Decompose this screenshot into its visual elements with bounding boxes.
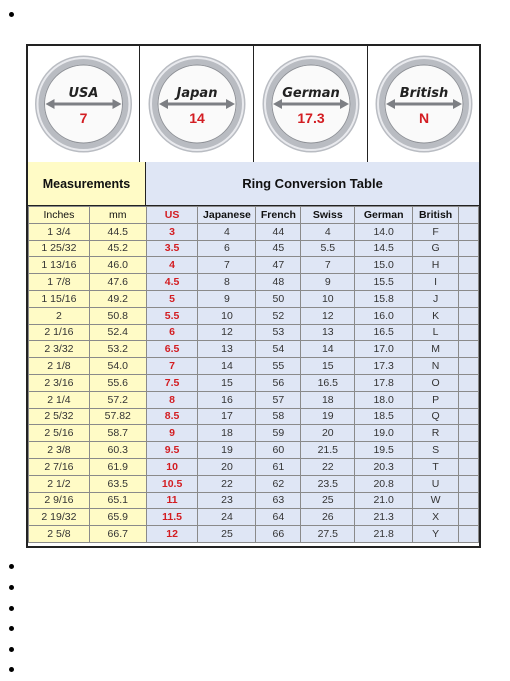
table-edge-cell <box>459 358 479 375</box>
table-cell: 9 <box>146 425 198 442</box>
table-cell: 49.2 <box>89 290 146 307</box>
table-cell: 4 <box>198 223 256 240</box>
table-cell: 4.5 <box>146 274 198 291</box>
table-cell: K <box>413 307 459 324</box>
ring-country-label: Japan <box>176 86 218 101</box>
table-row <box>29 307 479 324</box>
table-row <box>29 442 479 459</box>
column-header-japanese: Japanese <box>198 207 256 224</box>
table-cell: 2 3/16 <box>29 374 90 391</box>
table-cell: 7 <box>198 257 256 274</box>
table-cell: 16 <box>198 391 256 408</box>
table-cell: 27.5 <box>301 526 355 543</box>
table-cell: 20 <box>301 425 355 442</box>
table-cell: 2 7/16 <box>29 458 90 475</box>
table-cell: 20.3 <box>355 458 413 475</box>
column-header-mm: mm <box>89 207 146 224</box>
table-cell: 8 <box>198 274 256 291</box>
table-cell: 2 1/16 <box>29 324 90 341</box>
table-cell: 9.5 <box>146 442 198 459</box>
table-cell: O <box>413 374 459 391</box>
table-cell: 15 <box>198 374 256 391</box>
list-bullet <box>9 647 14 652</box>
table-cell: 50.8 <box>89 307 146 324</box>
list-bullet <box>9 585 14 590</box>
column-header-french: French <box>256 207 301 224</box>
table-cell: 2 19/32 <box>29 509 90 526</box>
table-cell: 9 <box>301 274 355 291</box>
table-cell: 48 <box>256 274 301 291</box>
table-edge-cell <box>459 458 479 475</box>
list-bullet <box>9 12 14 17</box>
table-edge-cell <box>459 391 479 408</box>
table-cell: 10 <box>198 307 256 324</box>
table-cell: 3 <box>146 223 198 240</box>
table-cell: 19 <box>301 408 355 425</box>
table-cell: 2 5/32 <box>29 408 90 425</box>
table-header-row <box>29 207 479 224</box>
table-cell: 55.6 <box>89 374 146 391</box>
table-cell: 18 <box>301 391 355 408</box>
column-header-swiss: Swiss <box>301 207 355 224</box>
table-edge-cell <box>459 475 479 492</box>
table-cell: 47.6 <box>89 274 146 291</box>
table-edge-cell <box>459 223 479 240</box>
table-edge-cell <box>459 425 479 442</box>
ring-usa <box>28 46 139 162</box>
table-cell: 60.3 <box>89 442 146 459</box>
list-bullet <box>9 606 14 611</box>
table-cell: 44 <box>256 223 301 240</box>
table-cell: 15.5 <box>355 274 413 291</box>
table-cell: 21.0 <box>355 492 413 509</box>
ring-illustration-row <box>28 46 479 164</box>
table-cell: 62 <box>256 475 301 492</box>
table-cell: 13 <box>301 324 355 341</box>
table-title: Ring Conversion Table <box>146 162 479 206</box>
table-edge-cell <box>459 324 479 341</box>
table-cell: 58 <box>256 408 301 425</box>
table-cell: I <box>413 274 459 291</box>
table-cell: 2 3/32 <box>29 341 90 358</box>
table-cell: 2 9/16 <box>29 492 90 509</box>
table-cell: 6 <box>198 240 256 257</box>
table-cell: 22 <box>301 458 355 475</box>
table-cell: 64 <box>256 509 301 526</box>
table-row <box>29 526 479 543</box>
table-row <box>29 341 479 358</box>
table-row <box>29 290 479 307</box>
table-cell: 54.0 <box>89 358 146 375</box>
table-cell: 15 <box>301 358 355 375</box>
table-cell: 1 7/8 <box>29 274 90 291</box>
table-cell: 55 <box>256 358 301 375</box>
column-header-us: US <box>146 207 198 224</box>
table-cell: 17 <box>198 408 256 425</box>
table-edge-cell <box>459 408 479 425</box>
table-row <box>29 274 479 291</box>
table-edge-cell <box>459 290 479 307</box>
table-cell: 15.8 <box>355 290 413 307</box>
table-cell: 66 <box>256 526 301 543</box>
table-cell: 21.3 <box>355 509 413 526</box>
table-cell: 5 <box>146 290 198 307</box>
table-edge-cell <box>459 207 479 224</box>
table-cell: G <box>413 240 459 257</box>
table-cell: 14.5 <box>355 240 413 257</box>
table-cell: 19 <box>198 442 256 459</box>
table-cell: 14 <box>198 358 256 375</box>
conversion-table <box>28 206 479 543</box>
table-cell: 20 <box>198 458 256 475</box>
table-cell: 56 <box>256 374 301 391</box>
list-bullet <box>9 626 14 631</box>
ring-size-value: 14 <box>189 110 205 126</box>
table-cell: 15.0 <box>355 257 413 274</box>
table-cell: P <box>413 391 459 408</box>
table-cell: 25 <box>198 526 256 543</box>
table-row <box>29 358 479 375</box>
table-cell: 6.5 <box>146 341 198 358</box>
table-row <box>29 374 479 391</box>
table-edge-cell <box>459 257 479 274</box>
table-cell: 17.0 <box>355 341 413 358</box>
table-cell: 63.5 <box>89 475 146 492</box>
table-cell: 26 <box>301 509 355 526</box>
table-cell: 46.0 <box>89 257 146 274</box>
table-cell: 5.5 <box>301 240 355 257</box>
table-row <box>29 408 479 425</box>
table-cell: 21.8 <box>355 526 413 543</box>
table-edge-cell <box>459 442 479 459</box>
table-cell: 12 <box>301 307 355 324</box>
table-cell: 20.8 <box>355 475 413 492</box>
table-edge-cell <box>459 509 479 526</box>
table-edge-cell <box>459 307 479 324</box>
table-row <box>29 240 479 257</box>
table-row <box>29 492 479 509</box>
measurements-header: Measurements <box>28 162 146 206</box>
table-cell: R <box>413 425 459 442</box>
ring-german <box>253 46 368 162</box>
table-cell: 2 1/2 <box>29 475 90 492</box>
table-cell: 2 1/4 <box>29 391 90 408</box>
table-cell: 59 <box>256 425 301 442</box>
ring-japan <box>139 46 254 162</box>
list-bullet <box>9 667 14 672</box>
table-cell: 61 <box>256 458 301 475</box>
table-cell: 1 25/32 <box>29 240 90 257</box>
ring-size-value: 17.3 <box>297 110 325 126</box>
table-cell: 2 5/8 <box>29 526 90 543</box>
table-cell: 11.5 <box>146 509 198 526</box>
table-cell: 11 <box>146 492 198 509</box>
table-cell: 22 <box>198 475 256 492</box>
table-cell: 60 <box>256 442 301 459</box>
table-cell: 2 5/16 <box>29 425 90 442</box>
table-cell: 12 <box>146 526 198 543</box>
column-header-german: German <box>355 207 413 224</box>
table-cell: 65.9 <box>89 509 146 526</box>
table-cell: 8.5 <box>146 408 198 425</box>
table-cell: 16.5 <box>301 374 355 391</box>
table-cell: 19.0 <box>355 425 413 442</box>
table-cell: 13 <box>198 341 256 358</box>
table-cell: 17.8 <box>355 374 413 391</box>
table-cell: 4 <box>301 223 355 240</box>
ring-size-value: 7 <box>79 110 88 126</box>
table-cell: 18.0 <box>355 391 413 408</box>
table-cell: 57.2 <box>89 391 146 408</box>
table-cell: 14 <box>301 341 355 358</box>
table-edge-cell <box>459 374 479 391</box>
table-cell: 18.5 <box>355 408 413 425</box>
ring-country-label: German <box>282 86 340 101</box>
list-bullet <box>9 564 14 569</box>
ring-size-value: N <box>418 110 430 126</box>
table-cell: F <box>413 223 459 240</box>
table-cell: 24 <box>198 509 256 526</box>
table-cell: N <box>413 358 459 375</box>
table-cell: T <box>413 458 459 475</box>
table-cell: 4 <box>146 257 198 274</box>
table-cell: 1 15/16 <box>29 290 90 307</box>
table-cell: S <box>413 442 459 459</box>
table-row <box>29 475 479 492</box>
table-cell: J <box>413 290 459 307</box>
table-cell: 2 3/8 <box>29 442 90 459</box>
table-cell: 3.5 <box>146 240 198 257</box>
column-header-british: British <box>413 207 459 224</box>
table-cell: 7.5 <box>146 374 198 391</box>
table-row <box>29 223 479 240</box>
table-cell: W <box>413 492 459 509</box>
ring-icon <box>140 46 254 162</box>
table-cell: 44.5 <box>89 223 146 240</box>
table-cell: 5.5 <box>146 307 198 324</box>
table-cell: 8 <box>146 391 198 408</box>
table-cell: 16.5 <box>355 324 413 341</box>
table-cell: 57 <box>256 391 301 408</box>
table-edge-cell <box>459 341 479 358</box>
table-cell: 45 <box>256 240 301 257</box>
table-edge-cell <box>459 492 479 509</box>
table-cell: 52.4 <box>89 324 146 341</box>
table-cell: 7 <box>301 257 355 274</box>
table-cell: 63 <box>256 492 301 509</box>
table-cell: 61.9 <box>89 458 146 475</box>
table-cell: 12 <box>198 324 256 341</box>
ring-british <box>367 46 480 162</box>
table-cell: 6 <box>146 324 198 341</box>
table-cell: 2 1/8 <box>29 358 90 375</box>
table-cell: 1 3/4 <box>29 223 90 240</box>
table-cell: 23.5 <box>301 475 355 492</box>
table-cell: 23 <box>198 492 256 509</box>
table-edge-cell <box>459 240 479 257</box>
table-row <box>29 425 479 442</box>
ring-country-label: British <box>399 86 449 101</box>
table-cell: 57.82 <box>89 408 146 425</box>
table-cell: 65.1 <box>89 492 146 509</box>
table-cell: 53 <box>256 324 301 341</box>
ring-icon <box>28 46 139 162</box>
table-row <box>29 458 479 475</box>
table-cell: 1 13/16 <box>29 257 90 274</box>
table-cell: 10 <box>301 290 355 307</box>
table-cell: 2 <box>29 307 90 324</box>
table-cell: X <box>413 509 459 526</box>
table-cell: 53.2 <box>89 341 146 358</box>
table-edge-cell <box>459 274 479 291</box>
ring-country-label: USA <box>68 86 99 101</box>
table-cell: Q <box>413 408 459 425</box>
table-row <box>29 509 479 526</box>
table-cell: 25 <box>301 492 355 509</box>
table-cell: 9 <box>198 290 256 307</box>
table-cell: L <box>413 324 459 341</box>
table-cell: 66.7 <box>89 526 146 543</box>
table-cell: 21.5 <box>301 442 355 459</box>
table-cell: H <box>413 257 459 274</box>
table-cell: 7 <box>146 358 198 375</box>
table-cell: 47 <box>256 257 301 274</box>
table-cell: 50 <box>256 290 301 307</box>
table-cell: 58.7 <box>89 425 146 442</box>
table-row <box>29 391 479 408</box>
table-cell: 16.0 <box>355 307 413 324</box>
table-cell: 54 <box>256 341 301 358</box>
table-cell: 10.5 <box>146 475 198 492</box>
ring-icon <box>368 46 480 162</box>
ring-size-chart <box>26 44 481 548</box>
table-cell: 18 <box>198 425 256 442</box>
table-cell: M <box>413 341 459 358</box>
ring-icon <box>254 46 368 162</box>
table-cell: 14.0 <box>355 223 413 240</box>
table-row <box>29 324 479 341</box>
table-edge-cell <box>459 526 479 543</box>
table-row <box>29 257 479 274</box>
table-cell: 10 <box>146 458 198 475</box>
table-cell: 17.3 <box>355 358 413 375</box>
table-cell: 52 <box>256 307 301 324</box>
table-cell: U <box>413 475 459 492</box>
table-cell: 19.5 <box>355 442 413 459</box>
table-cell: 45.2 <box>89 240 146 257</box>
table-cell: Y <box>413 526 459 543</box>
column-header-inches: Inches <box>29 207 90 224</box>
